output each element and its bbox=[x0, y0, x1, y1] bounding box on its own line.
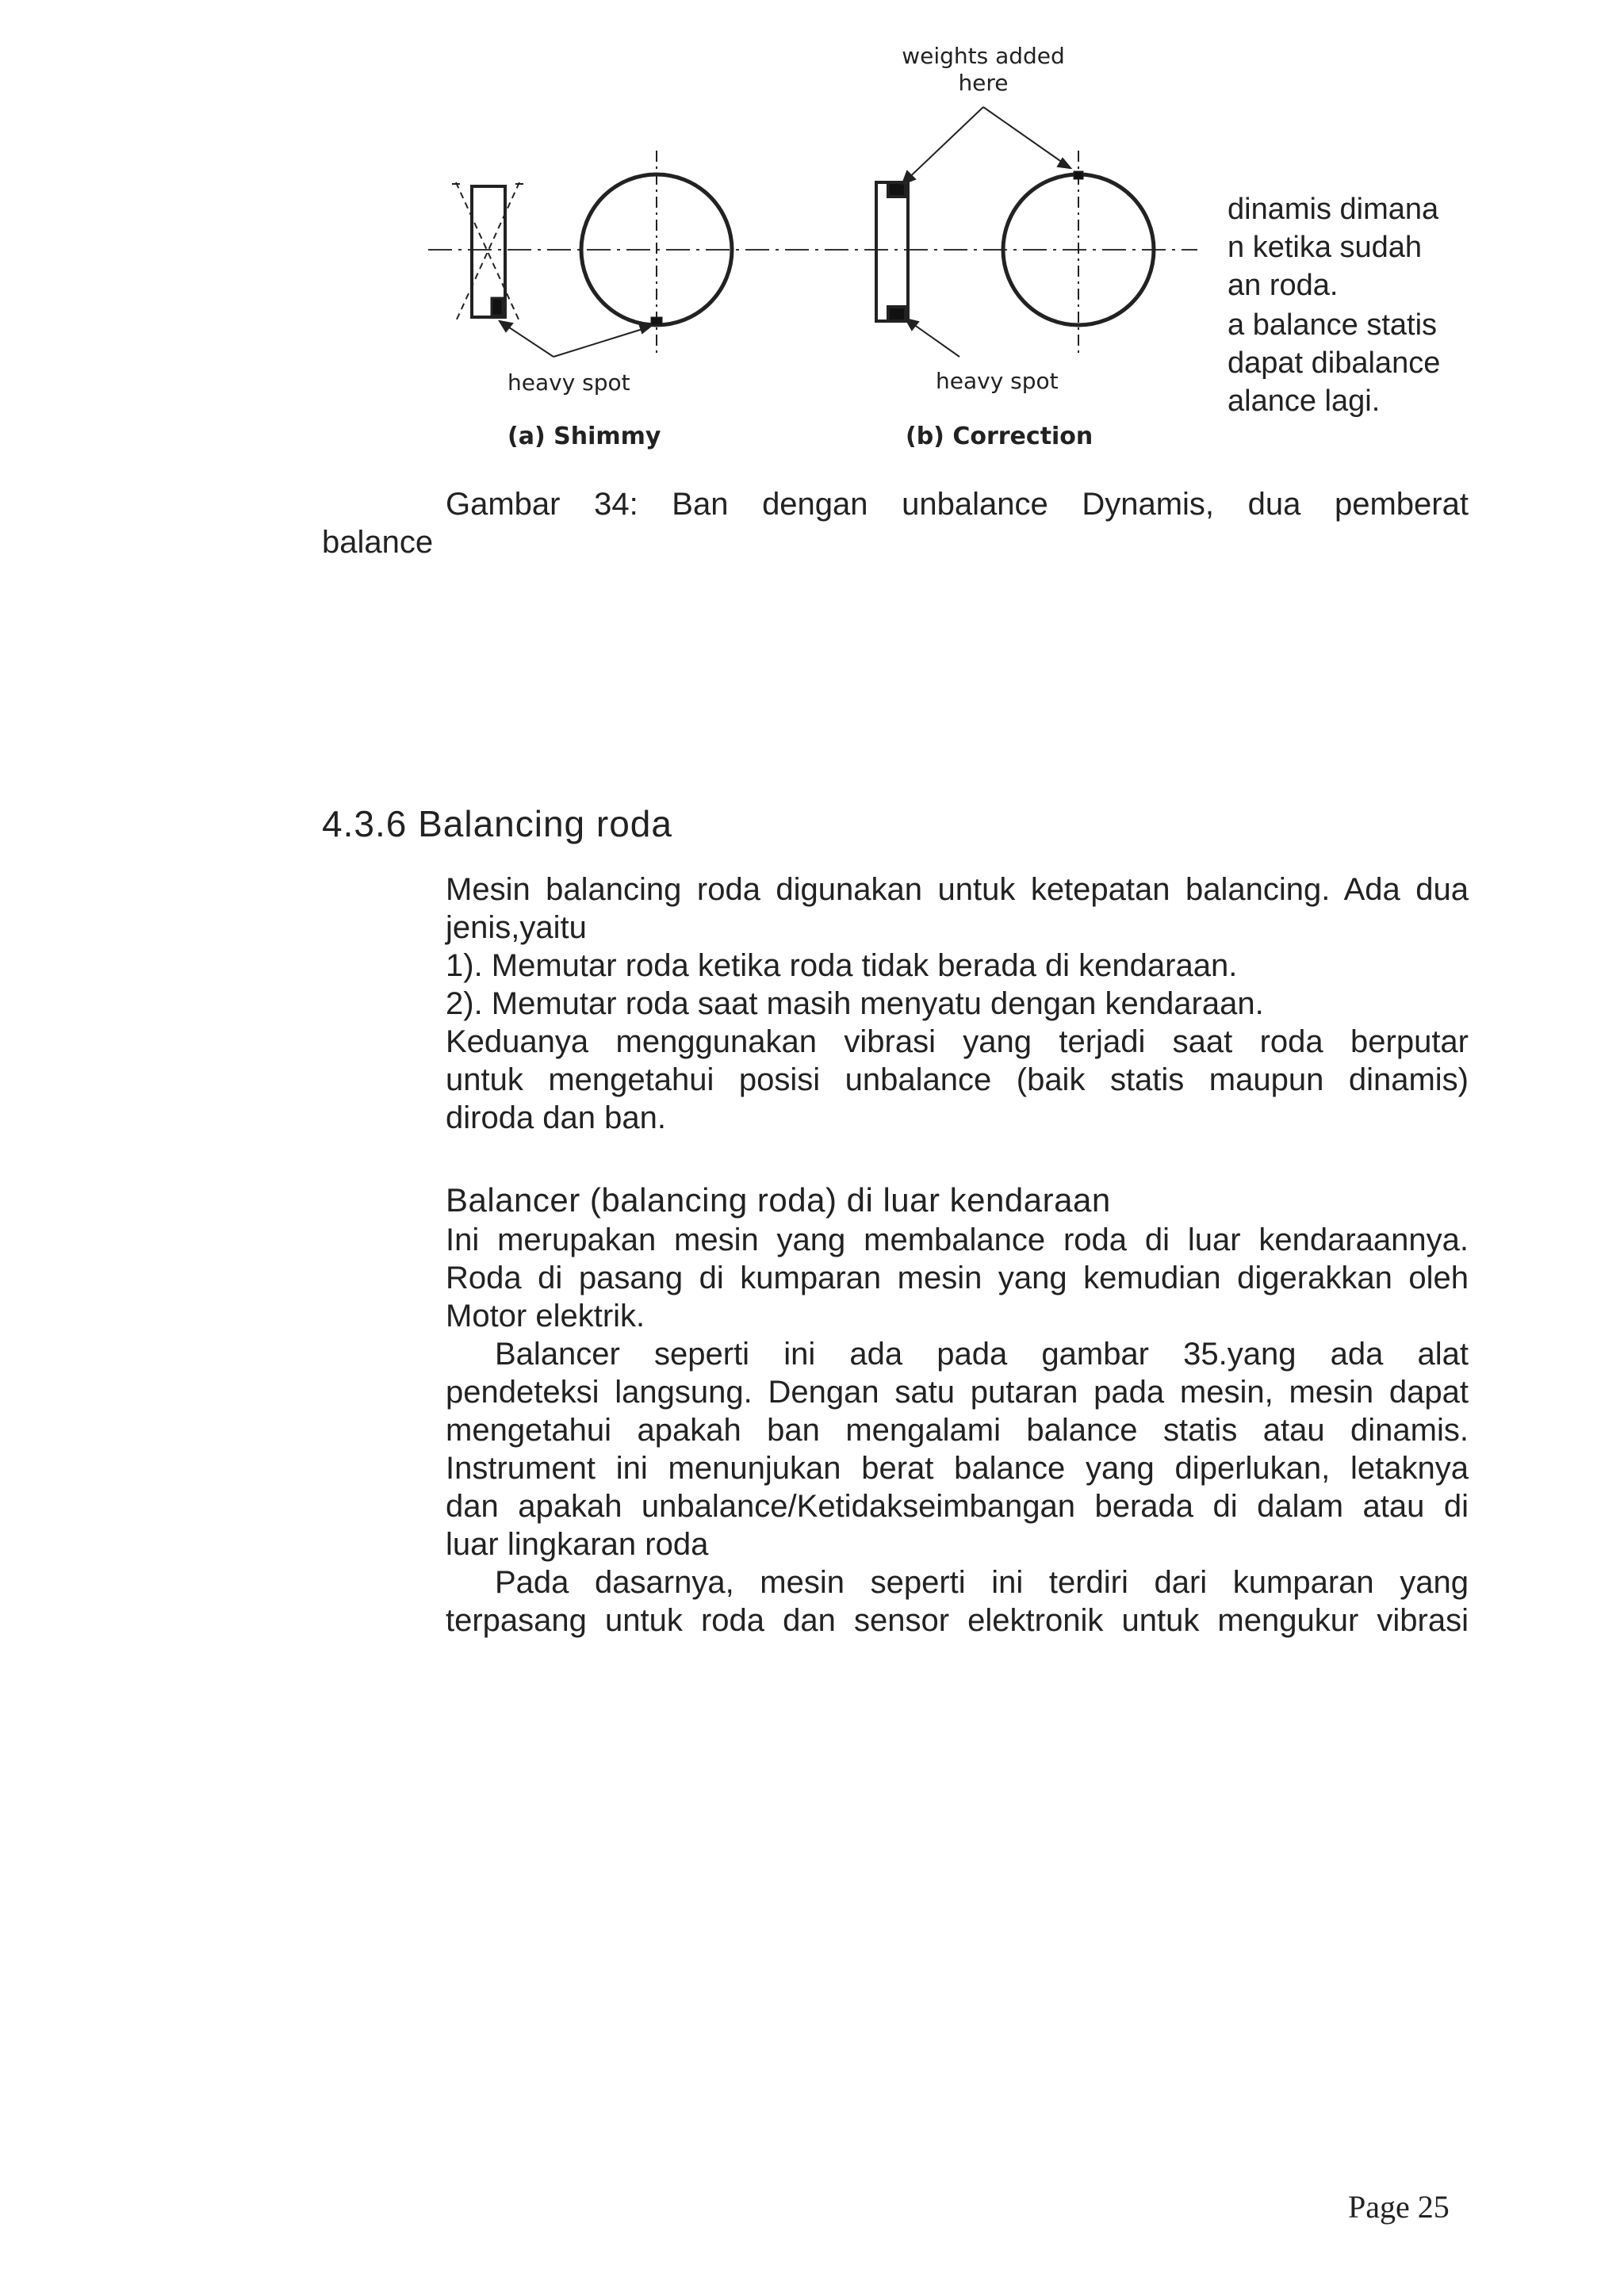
subsection-paragraph-3 bbox=[446, 1563, 1469, 1640]
heavy-spot-arrow-b bbox=[906, 319, 959, 357]
text-line: untuk mengetahui posisi unbalance (baik statis maupun dinamis) bbox=[446, 1062, 1469, 1097]
section-heading: 4.3.6 Balancing roda bbox=[322, 803, 672, 844]
text-line: Balancer seperti ini ada pada gambar 35.yang ada alat bbox=[495, 1337, 1469, 1372]
side-text-fragment: alance lagi. bbox=[1228, 385, 1381, 418]
text-line: jenis,yaitu bbox=[446, 910, 587, 945]
figure-label-a: (a) Shimmy bbox=[508, 423, 661, 450]
text-line: Mesin balancing roda digunakan untuk ketepatan balancing. Ada dua bbox=[446, 872, 1469, 907]
text-line: luar lingkaran roda bbox=[446, 1527, 709, 1562]
page-number: Page 25 bbox=[1348, 2189, 1450, 2225]
subsection-paragraph-2 bbox=[446, 1335, 1469, 1563]
text-line: terpasang untuk roda dan sensor elektronik untuk mengukur vibrasi bbox=[446, 1603, 1469, 1638]
correction-wheel bbox=[1003, 151, 1154, 353]
text-line: 2). Memutar roda saat masih menyatu dengan kendaraan. bbox=[446, 986, 1264, 1021]
caption-word: Gambar bbox=[446, 487, 561, 522]
weights-added-arrows bbox=[902, 107, 1071, 184]
weights-added-label: weights added bbox=[902, 43, 1065, 69]
heavy-spot-label-a: heavy spot bbox=[508, 369, 630, 396]
wheel-balance-figure bbox=[412, 32, 1213, 476]
caption-word: dengan bbox=[762, 487, 868, 522]
wheel-balance-diagram bbox=[412, 32, 1213, 476]
text-line: dan apakah unbalance/Ketidakseimbangan berada di dalam atau di bbox=[446, 1489, 1469, 1524]
caption-word: Dynamis, bbox=[1082, 487, 1215, 522]
text-line: Pada dasarnya, mesin seperti ini terdiri dari kumparan yang bbox=[495, 1565, 1469, 1600]
subsection-paragraph-1 bbox=[446, 1221, 1469, 1335]
subsection-heading: Balancer (balancing roda) di luar kendaraan bbox=[446, 1181, 1111, 1219]
caption-word: pemberat bbox=[1334, 487, 1469, 522]
side-text-fragment: dapat dibalance bbox=[1228, 346, 1441, 380]
section-intro-paragraph bbox=[446, 871, 1469, 1137]
text-line: diroda dan ban. bbox=[446, 1100, 667, 1135]
caption-word: Ban bbox=[672, 487, 729, 522]
side-text-fragment: an roda. bbox=[1228, 269, 1339, 302]
side-text-fragment: n ketika sudah bbox=[1228, 231, 1423, 264]
correction-tire-side bbox=[876, 182, 908, 321]
figure-caption-line2: balance bbox=[322, 525, 434, 560]
text-line: Motor elektrik. bbox=[446, 1299, 645, 1334]
text-line: Keduanya menggunakan vibrasi yang terjadi saat roda berputar bbox=[446, 1024, 1469, 1059]
text-line: Instrument ini menunjukan berat balance yang diperlukan, letaknya bbox=[446, 1451, 1469, 1486]
text-line: 1). Memutar roda ketika roda tidak berada di kendaraan. bbox=[446, 948, 1238, 983]
shimmy-wheel bbox=[581, 151, 732, 353]
figure-label-b: (b) Correction bbox=[906, 423, 1094, 450]
caption-word: unbalance bbox=[902, 487, 1048, 522]
text-line: Roda di pasang di kumparan mesin yang kemudian digerakkan oleh bbox=[446, 1261, 1469, 1295]
heavy-spot-label-b: heavy spot bbox=[936, 368, 1059, 394]
text-line: Ini merupakan mesin yang membalance roda di luar kendaraannya. bbox=[446, 1223, 1469, 1257]
weights-added-label-line2: here bbox=[958, 70, 1009, 96]
text-line: pendeteksi langsung. Dengan satu putaran pada mesin, mesin dapat bbox=[446, 1375, 1469, 1410]
caption-word: 34: bbox=[594, 487, 638, 522]
text-line: mengetahui apakah ban mengalami balance statis atau dinamis. bbox=[446, 1413, 1469, 1448]
figure-caption bbox=[446, 485, 1469, 523]
side-text-fragment: a balance statis bbox=[1228, 308, 1438, 342]
caption-word: dua bbox=[1247, 487, 1301, 522]
shimmy-tire-side bbox=[452, 182, 523, 321]
side-text-fragment: dinamis dimana bbox=[1228, 193, 1439, 226]
heavy-spot-arrows-a bbox=[500, 321, 650, 357]
